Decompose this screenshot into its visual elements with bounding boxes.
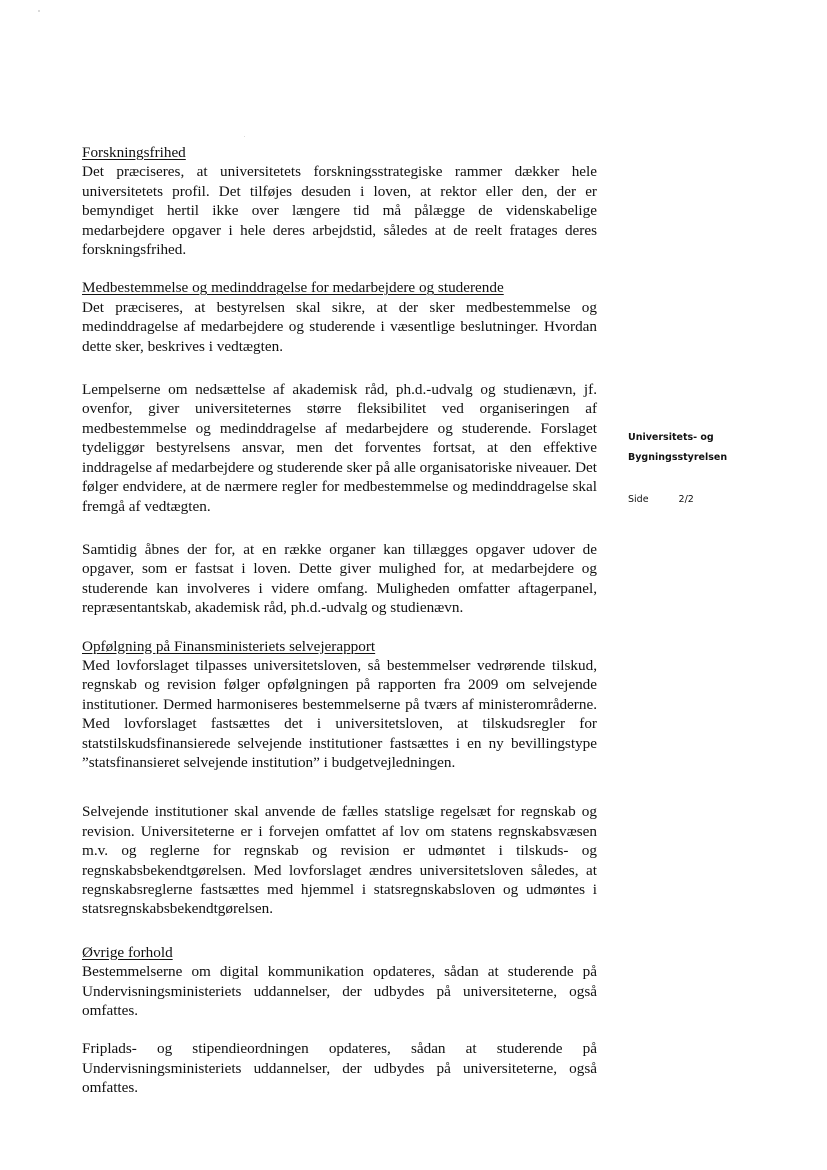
section-selvejerapport xyxy=(82,637,597,919)
paragraph: Bestemmelserne om digital kommunikation opdateres, sådan at studerende på Undervisningsministeriets uddannelser, der udbydes på universiteterne, også omfattes. xyxy=(82,963,597,1020)
section-forskningsfrihed xyxy=(82,143,597,259)
sidebar xyxy=(628,428,818,510)
scan-speck xyxy=(244,136,245,137)
section-heading: Medbestemmelse og medinddragelse for medarbejdere og studerende xyxy=(82,279,504,297)
page-number: 2/2 xyxy=(678,494,694,505)
section-heading: Øvrige forhold xyxy=(82,943,173,961)
organization-name-line1: Universitets- og xyxy=(628,432,714,443)
section-heading: Forskningsfrihed xyxy=(82,144,186,161)
section-heading: Opfølgning på Finansministeriets selvejerapport xyxy=(82,637,376,655)
scan-speck xyxy=(38,10,40,12)
paragraph: Lempelserne om nedsættelse af akademisk råd, ph.d.-udvalg og studienævn, jf. ovenfor, giver universiteternes større fleksibilitet ved organiseringen af medbestemmelse og medinddragelse af medarbejdere og studerende. Forslaget tydeliggør bestyrelsens ansvar, men det forventes fortsat, at den effektive inddragelse af medarbejdere og studerende sker på alle organisatoriske niveauer. Det følger endvidere, at de nærmere regler for medbestemmelse og medinddragelse skal fremgå af vedtægten. xyxy=(82,381,597,515)
document-body xyxy=(82,143,597,1098)
paragraph: Det præciseres, at bestyrelsen skal sikre, at der sker medbestemmelse og medinddragelse af medarbejdere og studerende i væsentlige beslutninger. Hvordan dette sker, beskrives i vedtægten. xyxy=(82,298,597,355)
paragraph: Selvejende institutioner skal anvende de fælles statslige regelsæt for regnskab og revision. Universiteterne er i forvejen omfattet af lov om statens regnskabsvæsen m.v. og reglerne for regnskab og revision er udmøntet i tilskuds- og regnskabsbekendtgørelsen. Med lovforslaget ændres universitetsloven således, at regnskabsreglerne fastsættes med hjemmel i statsregnskabsloven og udmøntes i statsregnskabsbekendtgørelsen. xyxy=(82,803,597,918)
paragraph: Samtidig åbnes der for, at en række organer kan tillægges opgaver udover de opgaver, som er fastsat i loven. Dette giver mulighed for, at medarbejdere og studerende kan involveres i videre omfang. Muligheden omfatter aftagerpanel, repræsentantskab, akademisk råd, ph.d.-udvalg og studienævn. xyxy=(82,540,597,617)
page-label: Side xyxy=(628,494,649,505)
organization-name-line2: Bygningsstyrelsen xyxy=(628,452,728,463)
paragraph: Det præciseres, at universitetets forskningsstrategiske rammer dækker hele universitetets profil. Det tilføjes desuden i loven, at rektor eller den, der er bemyndiget hertil ikke over længere tid må pålægge de videnskabelige medarbejdere opgaver i hele deres arbejdstid, således at de reelt fratages deres forskningsfrihed. xyxy=(82,163,597,259)
section-oevrige-forhold xyxy=(82,943,597,1098)
paragraph: Med lovforslaget tilpasses universitetsloven, så bestemmelser vedrørende tilskud, regnskab og revision følger opfølgningen på rapporten fra 2009 om selvejende institutioner. Dermed harmoniseres bestemmelserne på tværs af ministerområderne. Med lovforslaget fastsættes det i universitetsloven, at tilskudsregler for statstilskudsfinansierede selvejende institutioner fastsættes i en ny bevillingstype ”statsfinansieret selvejende institution” i budgetvejledningen. xyxy=(82,656,597,771)
section-medbestemmelse xyxy=(82,278,597,617)
page-info xyxy=(628,490,818,510)
paragraph: Friplads- og stipendieordningen opdateres, sådan at studerende på Undervisningsministeriets uddannelser, der udbydes på universiteterne, også omfattes. xyxy=(82,1040,597,1097)
